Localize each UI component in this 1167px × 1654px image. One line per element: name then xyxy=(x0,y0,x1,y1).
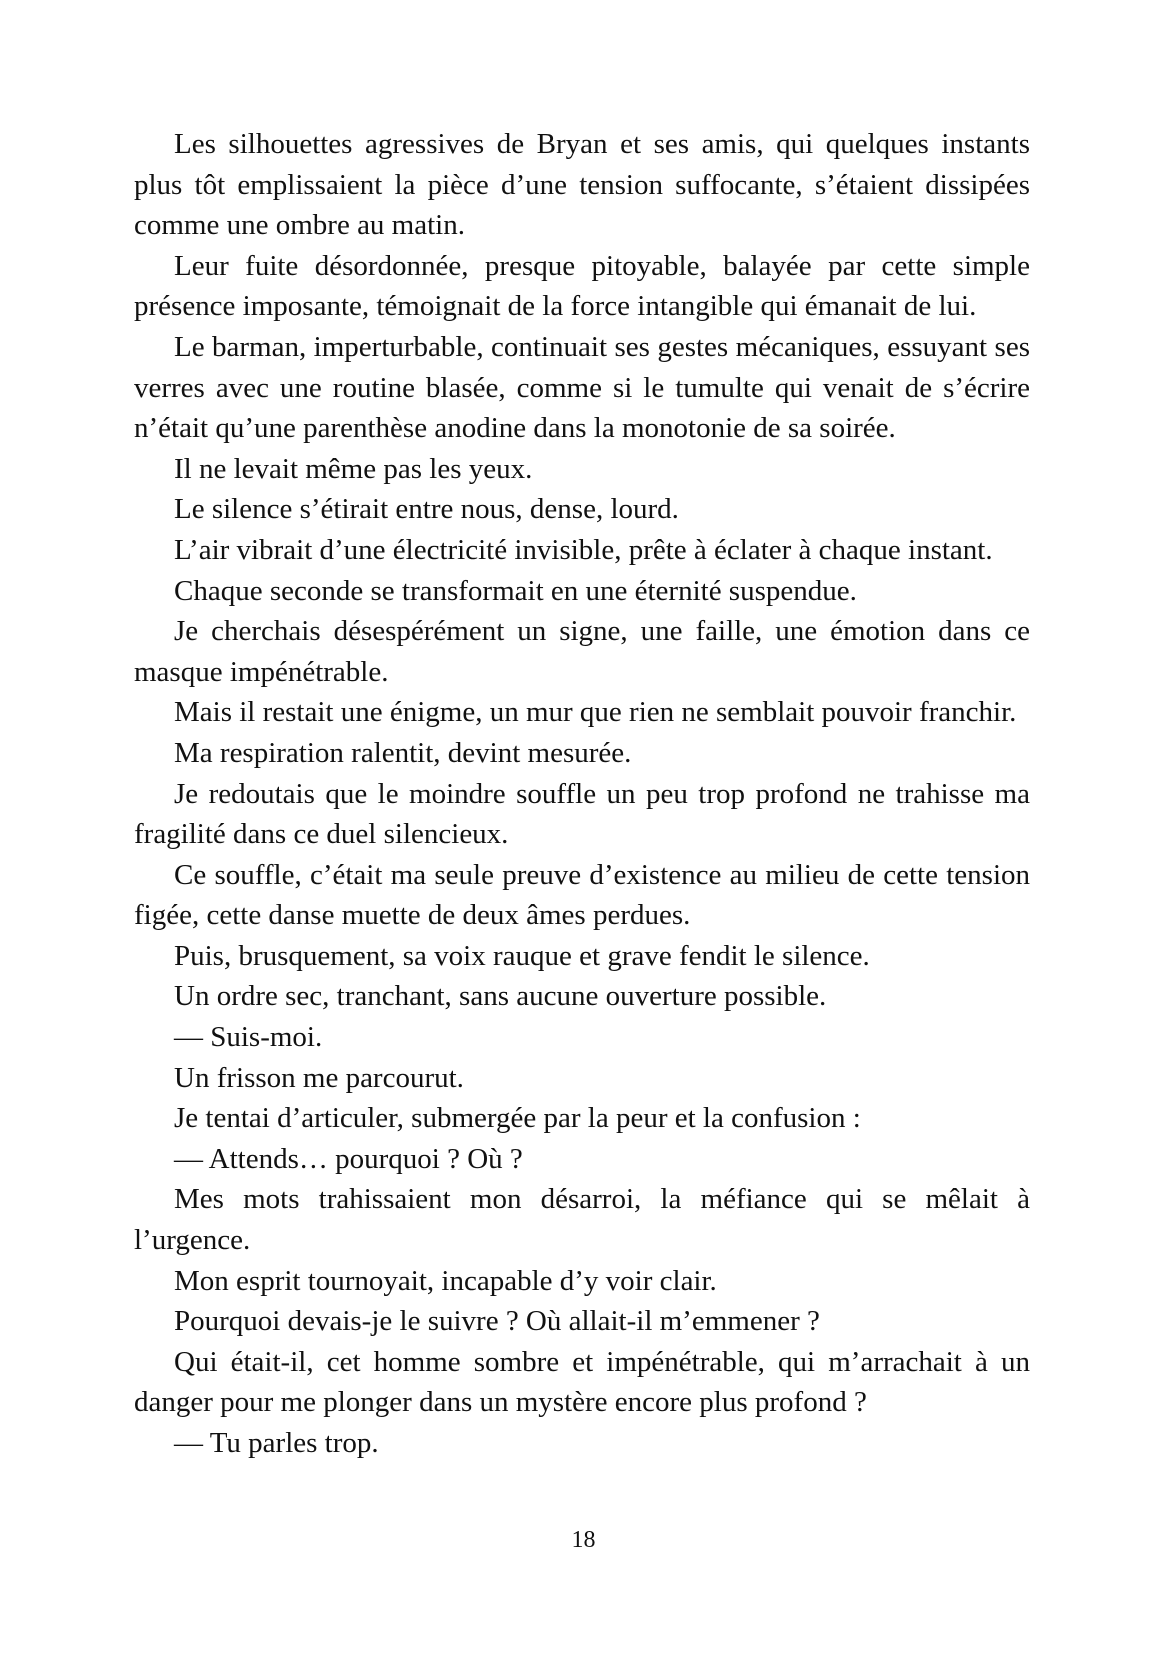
paragraph: Il ne levait même pas les yeux. xyxy=(174,452,533,485)
body-text xyxy=(134,124,1030,1464)
paragraph: Ce souffle, c’était ma seule preuve d’existence au milieu de cette tension figée, cette danse muette de deux âmes perdues. xyxy=(134,858,1030,932)
paragraph: Leur fuite désordonnée, presque pitoyable, balayée par cette simple présence imposante, témoignait de la force intangible qui émanait de lui. xyxy=(134,249,1030,323)
paragraph: Ma respiration ralentit, devint mesurée. xyxy=(174,736,632,769)
paragraph: Mes mots trahissaient mon désarroi, la méfiance qui se mêlait à l’urgence. xyxy=(134,1183,1030,1257)
paragraph: Je tentai d’articuler, submergée par la peur et la confusion : xyxy=(174,1102,861,1135)
paragraph: Qui était-il, cet homme sombre et impénétrable, qui m’arrachait à un danger pour me plonger dans un mystère encore plus profond ? xyxy=(134,1345,1030,1419)
paragraph: Le silence s’étirait entre nous, dense, lourd. xyxy=(174,493,679,526)
paragraph: Chaque seconde se transformait en une éternité suspendue. xyxy=(174,574,857,607)
paragraph: Un frisson me parcourut. xyxy=(174,1061,464,1094)
paragraph: Mon esprit tournoyait, incapable d’y voir clair. xyxy=(174,1264,717,1297)
paragraph: Mais il restait une énigme, un mur que rien ne semblait pouvoir franchir. xyxy=(174,696,1017,729)
paragraph: Le barman, imperturbable, continuait ses gestes mécaniques, essuyant ses verres avec une routine blasée, comme si le tumulte qui venait de s’écrire n’était qu’une parenthèse anodine dans la monotonie de sa soirée. xyxy=(134,330,1030,445)
paragraph: Puis, brusquement, sa voix rauque et grave fendit le silence. xyxy=(174,939,870,972)
dialogue-line: — Suis-moi. xyxy=(174,1021,323,1054)
dialogue-line: — Attends… pourquoi ? Où ? xyxy=(174,1142,523,1175)
dialogue-line: — Tu parles trop. xyxy=(174,1427,379,1459)
paragraph: Je cherchais désespérément un signe, une faille, une émotion dans ce masque impénétrable. xyxy=(134,615,1030,688)
paragraph: Pourquoi devais-je le suivre ? Où allait-il m’emmener ? xyxy=(174,1305,820,1338)
paragraph: Les silhouettes agressives de Bryan et ses amis, qui quelques instants plus tôt emplissaient la pièce d’une tension suffocante, s’étaient dissipées comme une ombre au matin. xyxy=(134,128,1030,242)
paragraph: Je redoutais que le moindre souffle un peu trop profond ne trahisse ma fragilité dans ce duel silencieux. xyxy=(134,777,1030,851)
paragraph: L’air vibrait d’une électricité invisible, prête à éclater à chaque instant. xyxy=(174,533,993,566)
page-number: 18 xyxy=(571,1527,596,1553)
paragraph: Un ordre sec, tranchant, sans aucune ouverture possible. xyxy=(174,980,827,1013)
